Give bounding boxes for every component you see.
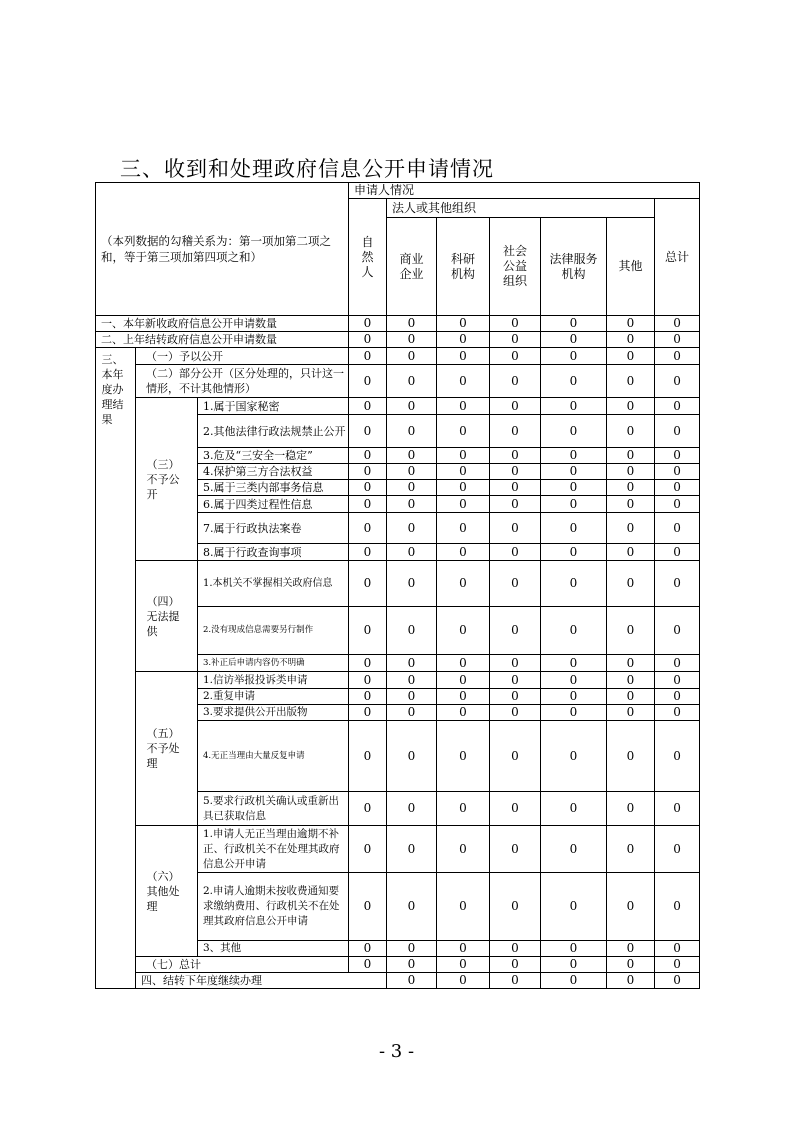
value-cell: 0: [655, 513, 700, 544]
value-cell: 0: [349, 544, 387, 561]
value-cell: 0: [437, 365, 490, 398]
value-cell: 0: [541, 365, 607, 398]
value-cell: 0: [541, 973, 607, 989]
value-cell: 0: [541, 672, 607, 689]
value-cell: 0: [541, 705, 607, 721]
value-cell: 0: [387, 513, 437, 544]
value-cell: 0: [387, 957, 437, 973]
value-cell: 0: [490, 973, 541, 989]
value-cell: 0: [349, 941, 387, 957]
page-title: 三、收到和处理政府信息公开申请情况: [120, 157, 494, 181]
value-cell: 0: [655, 873, 700, 941]
value-cell: 0: [437, 464, 490, 480]
value-cell: 0: [541, 655, 607, 672]
value-cell: 0: [655, 496, 700, 513]
value-cell: 0: [437, 655, 490, 672]
page-number: - 3 -: [378, 1041, 415, 1062]
value-cell: 0: [490, 448, 541, 464]
row-label: （七）总计: [136, 957, 349, 973]
value-cell: 0: [541, 415, 607, 448]
value-cell: 0: [437, 941, 490, 957]
item-label: 1.属于国家秘密: [198, 398, 349, 415]
header-col: 其他: [607, 218, 655, 316]
item-label: 1.申请人无正当理由逾期不补正、行政机关不在处理其政府信息公开申请: [198, 826, 349, 873]
value-cell: 0: [541, 448, 607, 464]
value-cell: 0: [655, 480, 700, 496]
row-label: 二、上年结转政府信息公开申请数量: [96, 332, 349, 348]
value-cell: 0: [349, 513, 387, 544]
group-label-4: （四）无法提供: [136, 561, 198, 672]
group-label-3: （三）不予公开: [136, 398, 198, 561]
value-cell: 0: [349, 332, 387, 348]
value-cell: 0: [437, 480, 490, 496]
value-cell: 0: [349, 415, 387, 448]
value-cell: 0: [387, 332, 437, 348]
value-cell: 0: [541, 561, 607, 607]
value-cell: 0: [387, 607, 437, 655]
value-cell: 0: [655, 957, 700, 973]
value-cell: 0: [607, 655, 655, 672]
value-cell: 0: [387, 672, 437, 689]
value-cell: 0: [387, 448, 437, 464]
value-cell: 0: [387, 480, 437, 496]
row-label: （一）予以公开: [136, 348, 349, 365]
value-cell: 0: [607, 957, 655, 973]
value-cell: 0: [541, 957, 607, 973]
value-cell: 0: [541, 873, 607, 941]
value-cell: 0: [490, 873, 541, 941]
value-cell: 0: [607, 826, 655, 873]
value-cell: 0: [607, 544, 655, 561]
value-cell: 0: [349, 672, 387, 689]
value-cell: 0: [387, 873, 437, 941]
value-cell: 0: [607, 792, 655, 826]
value-cell: 0: [490, 365, 541, 398]
value-cell: 0: [490, 332, 541, 348]
table-row: [96, 973, 700, 989]
value-cell: 0: [541, 398, 607, 415]
row-label: 一、本年新收政府信息公开申请数量: [96, 316, 349, 332]
value-cell: 0: [607, 365, 655, 398]
item-label: 7.属于行政执法案卷: [198, 513, 349, 544]
value-cell: 0: [437, 721, 490, 792]
value-cell: 0: [541, 826, 607, 873]
value-cell: 0: [655, 826, 700, 873]
value-cell: 0: [655, 941, 700, 957]
item-label: 3、其他: [198, 941, 349, 957]
header-applicant: 申请人情况: [349, 183, 700, 199]
item-label: 4.无正当理由大量反复申请: [198, 721, 349, 792]
value-cell: 0: [437, 448, 490, 464]
value-cell: 0: [387, 496, 437, 513]
value-cell: 0: [490, 655, 541, 672]
value-cell: 0: [607, 689, 655, 705]
header-col: 科研机构: [437, 218, 490, 316]
table-row: [96, 316, 700, 332]
value-cell: 0: [437, 544, 490, 561]
table-row: [96, 826, 700, 873]
item-label: 2.没有现成信息需要另行制作: [198, 607, 349, 655]
value-cell: 0: [607, 332, 655, 348]
value-cell: 0: [437, 826, 490, 873]
value-cell: 0: [349, 448, 387, 464]
value-cell: 0: [437, 332, 490, 348]
value-cell: 0: [387, 316, 437, 332]
value-cell: 0: [437, 957, 490, 973]
item-label: 5.属于三类内部事务信息: [198, 480, 349, 496]
value-cell: 0: [655, 973, 700, 989]
value-cell: 0: [490, 826, 541, 873]
value-cell: 0: [655, 792, 700, 826]
value-cell: 0: [490, 480, 541, 496]
value-cell: 0: [349, 480, 387, 496]
value-cell: 0: [490, 607, 541, 655]
value-cell: 0: [607, 496, 655, 513]
row-label: 四、结转下年度继续办理: [136, 973, 387, 989]
value-cell: 0: [437, 348, 490, 365]
item-label: 5.要求行政机关确认或重新出具已获取信息: [198, 792, 349, 826]
value-cell: 0: [437, 607, 490, 655]
value-cell: 0: [541, 348, 607, 365]
item-label: 6.属于四类过程性信息: [198, 496, 349, 513]
value-cell: 0: [349, 348, 387, 365]
value-cell: 0: [490, 415, 541, 448]
value-cell: 0: [387, 464, 437, 480]
header-col: 社会公益组织: [490, 218, 541, 316]
value-cell: 0: [437, 792, 490, 826]
value-cell: 0: [349, 607, 387, 655]
value-cell: 0: [349, 705, 387, 721]
value-cell: 0: [607, 513, 655, 544]
value-cell: 0: [387, 973, 437, 989]
value-cell: 0: [437, 415, 490, 448]
value-cell: 0: [349, 792, 387, 826]
value-cell: 0: [437, 561, 490, 607]
table-row: [96, 365, 700, 398]
value-cell: 0: [349, 496, 387, 513]
value-cell: 0: [387, 348, 437, 365]
value-cell: 0: [437, 705, 490, 721]
value-cell: 0: [490, 496, 541, 513]
value-cell: 0: [349, 365, 387, 398]
value-cell: 0: [655, 398, 700, 415]
value-cell: 0: [655, 348, 700, 365]
table-row: [96, 332, 700, 348]
value-cell: 0: [437, 316, 490, 332]
value-cell: 0: [655, 561, 700, 607]
value-cell: 0: [607, 873, 655, 941]
value-cell: 0: [387, 941, 437, 957]
value-cell: 0: [607, 480, 655, 496]
value-cell: 0: [541, 607, 607, 655]
value-cell: 0: [349, 398, 387, 415]
row-label: （二）部分公开（区分处理的，只计这一情形，不计其他情形）: [136, 365, 349, 398]
header-total: 总计: [655, 199, 700, 316]
value-cell: 0: [655, 672, 700, 689]
value-cell: 0: [387, 689, 437, 705]
value-cell: 0: [490, 689, 541, 705]
value-cell: 0: [607, 672, 655, 689]
value-cell: 0: [490, 721, 541, 792]
value-cell: 0: [349, 957, 387, 973]
value-cell: 0: [490, 464, 541, 480]
value-cell: 0: [607, 398, 655, 415]
value-cell: 0: [387, 792, 437, 826]
value-cell: 0: [655, 316, 700, 332]
value-cell: 0: [387, 415, 437, 448]
value-cell: 0: [490, 348, 541, 365]
item-label: 1.信访举报投诉类申请: [198, 672, 349, 689]
value-cell: 0: [655, 689, 700, 705]
value-cell: 0: [607, 415, 655, 448]
group-label-5: （五）不予处理: [136, 672, 198, 826]
value-cell: 0: [437, 973, 490, 989]
item-label: 3.危及“三安全一稳定”: [198, 448, 349, 464]
value-cell: 0: [387, 561, 437, 607]
header-note: （本列数据的勾稽关系为：第一项加第二项之和，等于第三项加第四项之和）: [96, 183, 349, 316]
value-cell: 0: [607, 348, 655, 365]
value-cell: 0: [655, 365, 700, 398]
item-label: 1.本机关不掌握相关政府信息: [198, 561, 349, 607]
value-cell: 0: [655, 415, 700, 448]
header-natural-person: 自然人: [349, 199, 387, 316]
application-table: [95, 182, 700, 989]
value-cell: 0: [655, 655, 700, 672]
value-cell: 0: [541, 332, 607, 348]
value-cell: 0: [490, 544, 541, 561]
value-cell: 0: [490, 792, 541, 826]
value-cell: 0: [655, 721, 700, 792]
value-cell: 0: [655, 544, 700, 561]
value-cell: 0: [387, 721, 437, 792]
value-cell: 0: [490, 941, 541, 957]
header-col: 商业企业: [387, 218, 437, 316]
value-cell: 0: [607, 607, 655, 655]
value-cell: 0: [607, 973, 655, 989]
table-row: [96, 672, 700, 689]
value-cell: 0: [387, 398, 437, 415]
value-cell: 0: [607, 316, 655, 332]
table-row: [96, 348, 700, 365]
value-cell: 0: [490, 398, 541, 415]
value-cell: 0: [437, 689, 490, 705]
value-cell: 0: [349, 826, 387, 873]
value-cell: 0: [349, 873, 387, 941]
value-cell: 0: [655, 448, 700, 464]
value-cell: 0: [490, 316, 541, 332]
value-cell: 0: [490, 672, 541, 689]
value-cell: 0: [541, 544, 607, 561]
value-cell: 0: [349, 316, 387, 332]
value-cell: 0: [541, 316, 607, 332]
value-cell: 0: [541, 792, 607, 826]
value-cell: 0: [655, 607, 700, 655]
value-cell: 0: [541, 721, 607, 792]
item-label: 2.重复申请: [198, 689, 349, 705]
value-cell: 0: [607, 721, 655, 792]
table-row: [96, 957, 700, 973]
group-label-6: （六）其他处理: [136, 826, 198, 957]
value-cell: 0: [607, 705, 655, 721]
value-cell: 0: [541, 513, 607, 544]
value-cell: 0: [437, 672, 490, 689]
value-cell: 0: [387, 705, 437, 721]
item-label: 3.要求提供公开出版物: [198, 705, 349, 721]
value-cell: 0: [655, 464, 700, 480]
header-legal-group: 法人或其他组织: [387, 199, 655, 218]
value-cell: 0: [607, 561, 655, 607]
section-label-3: 三、本年度办理结果: [96, 348, 136, 989]
item-label: 3.补正后申请内容仍不明确: [198, 655, 349, 672]
value-cell: 0: [541, 941, 607, 957]
value-cell: 0: [349, 464, 387, 480]
value-cell: 0: [387, 365, 437, 398]
value-cell: 0: [490, 513, 541, 544]
value-cell: 0: [437, 496, 490, 513]
value-cell: 0: [387, 655, 437, 672]
value-cell: 0: [655, 705, 700, 721]
item-label: 8.属于行政查询事项: [198, 544, 349, 561]
value-cell: 0: [490, 561, 541, 607]
value-cell: 0: [490, 957, 541, 973]
value-cell: 0: [437, 873, 490, 941]
header-col: 法律服务机构: [541, 218, 607, 316]
item-label: 2.申请人逾期未按收费通知要求缴纳费用、行政机关不在处理其政府信息公开申请: [198, 873, 349, 941]
value-cell: 0: [437, 513, 490, 544]
value-cell: 0: [387, 544, 437, 561]
value-cell: 0: [541, 464, 607, 480]
value-cell: 0: [349, 721, 387, 792]
item-label: 4.保护第三方合法权益: [198, 464, 349, 480]
value-cell: 0: [655, 332, 700, 348]
value-cell: 0: [541, 480, 607, 496]
value-cell: 0: [437, 398, 490, 415]
value-cell: 0: [607, 941, 655, 957]
value-cell: 0: [387, 826, 437, 873]
value-cell: 0: [349, 689, 387, 705]
table-row: [96, 561, 700, 607]
value-cell: 0: [541, 496, 607, 513]
value-cell: 0: [541, 689, 607, 705]
value-cell: 0: [607, 448, 655, 464]
value-cell: 0: [349, 655, 387, 672]
value-cell: 0: [607, 464, 655, 480]
value-cell: 0: [490, 705, 541, 721]
table-row: [96, 398, 700, 415]
value-cell: 0: [349, 561, 387, 607]
item-label: 2.其他法律行政法规禁止公开: [198, 415, 349, 448]
